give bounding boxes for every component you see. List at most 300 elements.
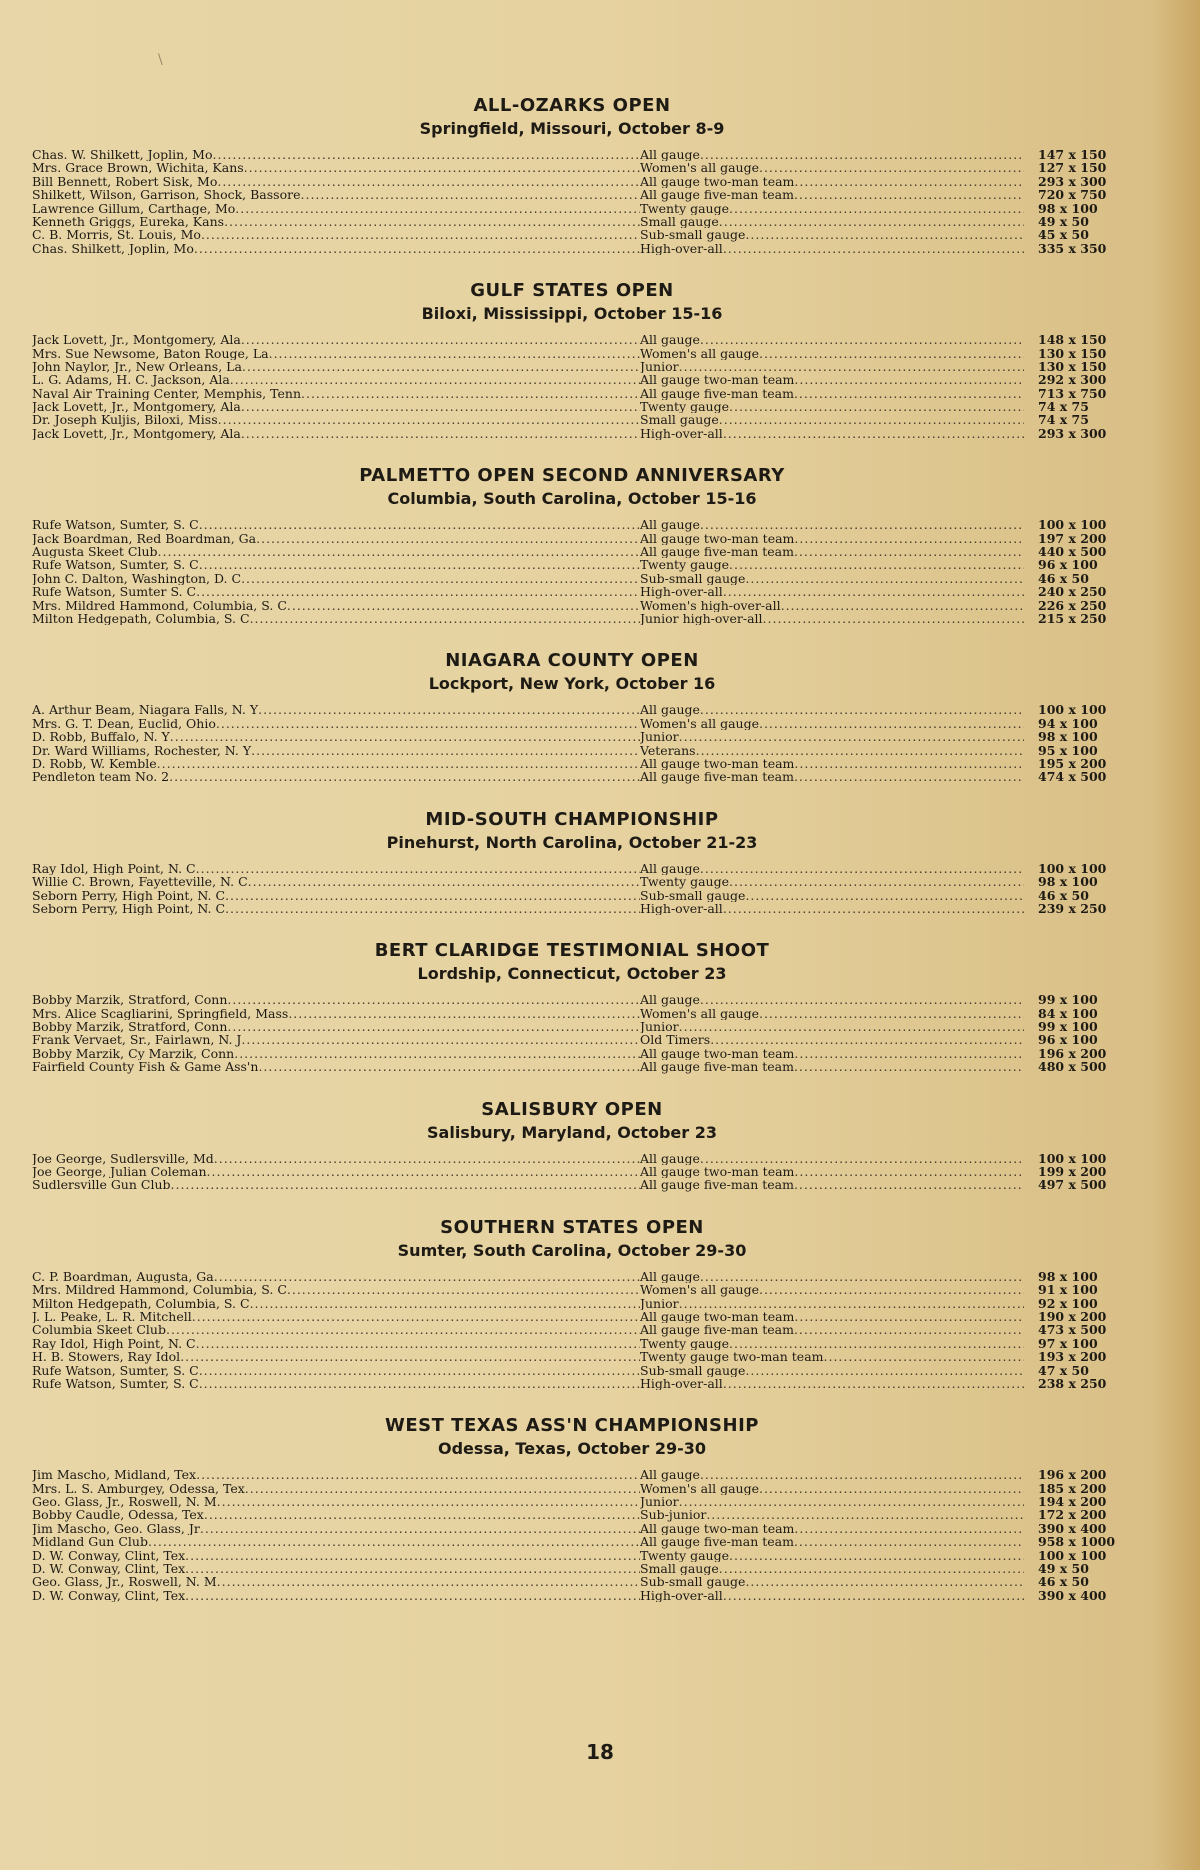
result-row [32, 1337, 1112, 1350]
event-cell [640, 347, 1024, 360]
score: 96 x 100 [1038, 557, 1098, 573]
dot-leader [723, 585, 1024, 598]
score: 196 x 200 [1038, 1045, 1107, 1061]
shooter-cell [32, 1508, 640, 1521]
shooter-name: L. G. Adams, H. C. Jackson, Ala [32, 373, 230, 387]
shooter-cell [32, 770, 640, 783]
score: 293 x 300 [1038, 425, 1107, 441]
result-row [32, 1060, 1112, 1073]
dot-leader [679, 1297, 1024, 1310]
page-number: 18 [586, 1740, 614, 1764]
dot-leader [227, 993, 640, 1006]
event-name: All gauge five-man team [640, 545, 794, 559]
dot-leader [288, 1007, 640, 1020]
dot-leader [729, 400, 1024, 413]
event-cell [640, 902, 1024, 915]
result-row [32, 703, 1112, 716]
score: 196 x 200 [1038, 1467, 1107, 1483]
dot-leader [794, 757, 1024, 770]
dot-leader [729, 1337, 1024, 1350]
shooter-name: Ray Idol, High Point, N. C [32, 861, 196, 876]
event-name: Women's all gauge [640, 1006, 759, 1021]
shooter-name: Bobby Marzik, Cy Marzik, Conn [32, 1046, 235, 1061]
shooter-cell [32, 347, 640, 360]
score: 98 x 100 [1038, 729, 1098, 745]
event-cell [640, 400, 1024, 413]
event-name: All gauge [640, 148, 700, 162]
shooter-name: Frank Vervaet, Sr., Fairlawn, N. J [32, 1033, 242, 1047]
dot-leader [199, 518, 640, 531]
shooter-cell [32, 875, 640, 888]
dot-leader [719, 1562, 1024, 1575]
dot-leader [185, 1589, 640, 1602]
dot-leader [700, 1270, 1024, 1283]
shooter-cell [32, 1165, 640, 1178]
dot-leader [194, 242, 640, 255]
event-name: Twenty gauge two-man team [640, 1350, 824, 1364]
score: 96 x 100 [1038, 1032, 1098, 1048]
shooter-cell [32, 902, 640, 915]
shooter-name: Joe George, Julian Coleman [32, 1165, 207, 1179]
score: 47 x 50 [1038, 1362, 1089, 1378]
dot-leader [251, 744, 640, 757]
dot-leader [794, 1060, 1024, 1073]
dot-leader [185, 1549, 640, 1562]
shooter-cell [32, 1482, 640, 1495]
event-name: Twenty gauge [640, 400, 730, 414]
result-row [32, 585, 1112, 598]
result-row [32, 1047, 1112, 1060]
shooter-cell [32, 717, 640, 730]
event-name: Twenty gauge [640, 1548, 730, 1563]
event-cell [640, 215, 1024, 228]
shooter-cell [32, 993, 640, 1006]
result-row [32, 1575, 1112, 1588]
result-row [32, 1562, 1112, 1575]
event-name: Sub-small gauge [640, 888, 746, 902]
dot-leader [696, 744, 1024, 757]
event-cell [640, 387, 1024, 400]
score: 94 x 100 [1038, 715, 1098, 731]
result-row [32, 175, 1112, 188]
dot-leader [171, 1178, 640, 1191]
score: 130 x 150 [1038, 345, 1107, 361]
shooter-cell [32, 1495, 640, 1508]
event-name: All gauge five-man team [640, 386, 794, 401]
event-cell [640, 558, 1024, 571]
event-name: Women's all gauge [640, 716, 759, 731]
event-cell [640, 1337, 1024, 1350]
shooter-cell [32, 1549, 640, 1562]
score: 127 x 150 [1038, 160, 1107, 176]
result-row [32, 572, 1112, 585]
dot-leader [199, 558, 640, 571]
shooter-name: Rufe Watson, Sumter, S. C [32, 518, 199, 532]
event-section [32, 1098, 1112, 1192]
shooter-cell [32, 1047, 640, 1060]
section-title: GULF STATES OPEN [470, 280, 674, 302]
dot-leader [196, 1337, 640, 1350]
dot-leader [217, 175, 640, 188]
shooter-cell [32, 518, 640, 531]
event-cell [640, 757, 1024, 770]
dot-leader [170, 730, 640, 743]
dot-leader [207, 1165, 640, 1178]
score: 239 x 250 [1038, 900, 1107, 916]
dot-leader [225, 889, 640, 902]
shooter-name: Bill Bennett, Robert Sisk, Mo [32, 174, 218, 189]
event-cell [640, 1549, 1024, 1562]
event-cell [640, 703, 1024, 716]
dot-leader [700, 148, 1024, 161]
result-row [32, 360, 1112, 373]
section-title: PALMETTO OPEN SECOND ANNIVERSARY [359, 465, 785, 487]
shooter-name: Geo. Glass, Jr., Roswell, N. M [32, 1495, 217, 1509]
event-cell [640, 1060, 1024, 1073]
score: 91 x 100 [1038, 1282, 1098, 1298]
score: 185 x 200 [1038, 1480, 1107, 1496]
score: 95 x 100 [1038, 742, 1098, 758]
event-cell [640, 730, 1024, 743]
result-row [32, 161, 1112, 174]
event-cell [640, 1297, 1024, 1310]
event-cell [640, 1377, 1024, 1390]
shooter-cell [32, 757, 640, 770]
dot-leader [794, 545, 1024, 558]
event-cell [640, 1562, 1024, 1575]
score: 130 x 150 [1038, 358, 1107, 374]
shooter-name: Mrs. L. S. Amburgey, Odessa, Tex [32, 1481, 245, 1496]
result-row [32, 1270, 1112, 1283]
shooter-name: C. B. Morris, St. Louis, Mo [32, 228, 201, 242]
shooter-cell [32, 612, 640, 625]
shooter-cell [32, 572, 640, 585]
dot-leader [745, 1364, 1024, 1377]
shooter-name: Pendleton team No. 2 [32, 770, 170, 784]
result-row [32, 387, 1112, 400]
event-cell [640, 612, 1024, 625]
score: 92 x 100 [1038, 1295, 1098, 1311]
event-cell [640, 862, 1024, 875]
event-cell [640, 1364, 1024, 1377]
dot-leader [679, 1495, 1024, 1508]
result-row [32, 202, 1112, 215]
event-name: All gauge [640, 861, 700, 876]
shooter-cell [32, 215, 640, 228]
shooter-name: Jim Mascho, Midland, Tex [32, 1468, 197, 1482]
event-name: Women's all gauge [640, 1283, 759, 1297]
dot-leader [204, 1508, 640, 1521]
result-row [32, 373, 1112, 386]
event-name: Twenty gauge [640, 201, 730, 215]
shooter-cell [32, 228, 640, 241]
shooter-name: John C. Dalton, Washington, D. C [32, 571, 242, 586]
dot-leader [199, 1364, 640, 1377]
result-row [32, 1283, 1112, 1296]
dot-leader [794, 175, 1024, 188]
event-name: All gauge five-man team [640, 188, 794, 202]
section-location-date: Columbia, South Carolina, October 15-16 [387, 489, 757, 509]
event-cell [640, 1270, 1024, 1283]
dot-leader [794, 1047, 1024, 1060]
event-name: High-over-all [640, 426, 723, 441]
shooter-cell [32, 188, 640, 201]
event-name: Women's all gauge [640, 346, 759, 360]
event-cell [640, 585, 1024, 598]
shooter-cell [32, 400, 640, 413]
event-name: High-over-all [640, 1588, 723, 1603]
score: 172 x 200 [1038, 1507, 1107, 1523]
event-name: Junior [640, 730, 679, 744]
event-cell [640, 1535, 1024, 1548]
result-row [32, 1534, 1116, 1550]
dot-leader [241, 400, 640, 413]
shooter-name: Rufe Watson, Sumter S. C [32, 585, 197, 599]
event-cell [640, 1495, 1024, 1508]
section-title: BERT CLARIDGE TESTIMONIAL SHOOT [374, 940, 770, 962]
dot-leader [250, 1297, 640, 1310]
event-name: All gauge five-man team [640, 1178, 794, 1192]
shooter-cell [32, 175, 640, 188]
score: 238 x 250 [1038, 1375, 1107, 1391]
shooter-cell [32, 545, 640, 558]
event-name: Sub-small gauge [640, 228, 746, 242]
event-name: All gauge five-man team [640, 1323, 794, 1337]
event-cell [640, 1047, 1024, 1060]
score: 98 x 100 [1038, 200, 1098, 216]
result-row [32, 518, 1112, 531]
score: 195 x 200 [1038, 755, 1107, 771]
shooter-name: Augusta Skeet Club [32, 545, 158, 559]
dot-leader [241, 427, 640, 440]
shooter-name: C. P. Boardman, Augusta, Ga [32, 1269, 214, 1284]
dot-leader [287, 599, 640, 612]
dot-leader [700, 993, 1024, 1006]
shooter-cell [32, 333, 640, 346]
score: 215 x 250 [1038, 610, 1107, 626]
shooter-name: Columbia Skeet Club [32, 1323, 166, 1337]
event-name: All gauge [640, 703, 700, 717]
shooter-cell [32, 1297, 640, 1310]
score: 99 x 100 [1038, 992, 1098, 1008]
dot-leader [241, 333, 640, 346]
score: 480 x 500 [1038, 1059, 1107, 1075]
result-row [32, 1589, 1112, 1602]
dot-leader [759, 1283, 1024, 1296]
event-cell [640, 175, 1024, 188]
dot-leader [227, 1020, 640, 1033]
score: 74 x 75 [1038, 399, 1089, 415]
event-cell [640, 545, 1024, 558]
dot-leader [225, 902, 640, 915]
shooter-name: Mrs. Sue Newsome, Baton Rouge, La [32, 346, 269, 360]
shooter-cell [32, 1589, 640, 1602]
dot-leader [234, 1047, 640, 1060]
dot-leader [196, 585, 640, 598]
dot-leader [794, 1323, 1024, 1336]
score: 473 x 500 [1038, 1322, 1107, 1338]
dot-leader [185, 1562, 640, 1575]
dot-leader [241, 1033, 640, 1046]
result-row [32, 730, 1112, 743]
shooter-cell [32, 360, 640, 373]
shooter-cell [32, 889, 640, 902]
event-cell [640, 1468, 1024, 1481]
result-row [32, 770, 1112, 783]
dot-leader [679, 360, 1024, 373]
dot-leader [745, 572, 1024, 585]
shooter-cell [32, 1468, 640, 1481]
event-cell [640, 427, 1024, 440]
event-cell [640, 572, 1024, 585]
dot-leader [166, 1323, 640, 1336]
event-cell [640, 1310, 1024, 1323]
shooter-name: Naval Air Training Center, Memphis, Tenn [32, 386, 301, 401]
shooter-name: Rufe Watson, Sumter, S. C [32, 1363, 199, 1377]
event-cell [640, 1020, 1024, 1033]
shooter-cell [32, 1310, 640, 1323]
section-location-date: Sumter, South Carolina, October 29-30 [397, 1240, 747, 1260]
event-name: Sub-small gauge [640, 1363, 746, 1377]
event-name: Junior [640, 1020, 679, 1034]
dot-leader [824, 1350, 1024, 1363]
dot-leader [242, 360, 640, 373]
score: 293 x 300 [1038, 173, 1107, 189]
shooter-name: Shilkett, Wilson, Garrison, Shock, Bassore [32, 188, 301, 202]
event-name: Junior [640, 1296, 679, 1310]
section-location-date: Odessa, Texas, October 29-30 [438, 1439, 706, 1459]
dot-leader [759, 347, 1024, 360]
result-row [32, 993, 1112, 1006]
shooter-name: Sudlersville Gun Club [32, 1178, 171, 1192]
score: 226 x 250 [1038, 597, 1107, 613]
event-cell [640, 360, 1024, 373]
section-location-date: Lordship, Connecticut, October 23 [417, 964, 727, 984]
shooter-name: Willie C. Brown, Fayetteville, N. C [32, 875, 248, 889]
shooter-cell [32, 1283, 640, 1296]
shooter-cell [32, 1178, 640, 1191]
dot-leader [794, 1165, 1024, 1178]
shooter-name: Jack Lovett, Jr., Montgomery, Ala [32, 400, 241, 414]
dot-leader [794, 1178, 1024, 1191]
section-title: ALL-OZARKS OPEN [473, 95, 671, 116]
result-row [32, 148, 1112, 161]
event-name: Twenty gauge [640, 1336, 730, 1351]
dot-leader [700, 862, 1024, 875]
event-cell [640, 1033, 1024, 1046]
score: 474 x 500 [1038, 769, 1107, 785]
results-list [32, 94, 1116, 1626]
shooter-name: H. B. Stowers, Ray Idol [32, 1350, 181, 1364]
shooter-name: Ray Idol, High Point, N. C [32, 1336, 196, 1351]
score: 197 x 200 [1038, 530, 1107, 546]
event-name: All gauge two-man team [640, 756, 795, 771]
dot-leader [248, 875, 640, 888]
shooter-name: Seborn Perry, High Point, N. C [32, 888, 226, 902]
dot-leader [794, 188, 1024, 201]
dot-leader [241, 572, 640, 585]
event-name: All gauge two-man team [640, 1521, 795, 1536]
result-row [32, 1310, 1112, 1323]
section-title: NIAGARA COUNTY OPEN [445, 650, 699, 672]
dot-leader [723, 1589, 1024, 1602]
dot-leader [794, 387, 1024, 400]
shooter-cell [32, 413, 640, 426]
event-cell [640, 875, 1024, 888]
section-location-date: Springfield, Missouri, October 8-9 [419, 119, 725, 138]
event-cell [640, 717, 1024, 730]
shooter-cell [32, 1337, 640, 1350]
dot-leader [258, 703, 640, 716]
event-name: High-over-all [640, 585, 723, 599]
dot-leader [700, 333, 1024, 346]
shooter-cell [32, 202, 640, 215]
section-location-date: Salisbury, Maryland, October 23 [427, 1122, 717, 1142]
dot-leader [235, 202, 640, 215]
dot-leader [169, 770, 640, 783]
dot-leader [201, 228, 640, 241]
result-row [32, 242, 1112, 255]
dot-leader [196, 862, 640, 875]
dot-leader [794, 1522, 1024, 1535]
dot-leader [287, 1283, 640, 1296]
shooter-cell [32, 1007, 640, 1020]
event-name: Sub-small gauge [640, 571, 746, 586]
result-row [32, 215, 1112, 228]
section-title: SALISBURY OPEN [481, 1098, 663, 1120]
shooter-cell [32, 1377, 640, 1390]
section-location-date: Lockport, New York, October 16 [428, 674, 716, 694]
dot-leader [214, 1152, 640, 1165]
shooter-name: D. Robb, Buffalo, N. Y [32, 730, 170, 744]
event-name: All gauge [640, 1151, 700, 1166]
event-cell [640, 1589, 1024, 1602]
dot-leader [200, 1522, 640, 1535]
score: 46 x 50 [1038, 570, 1089, 586]
dot-leader [258, 1060, 640, 1073]
dot-leader [745, 1575, 1024, 1588]
shooter-name: D. W. Conway, Clint, Tex [32, 1588, 186, 1603]
result-row [32, 347, 1112, 360]
dot-leader [723, 1377, 1024, 1390]
event-cell [640, 1165, 1024, 1178]
score: 100 x 100 [1038, 1150, 1107, 1166]
event-cell [640, 242, 1024, 255]
event-cell [640, 228, 1024, 241]
event-cell [640, 1283, 1024, 1296]
shooter-cell [32, 1152, 640, 1165]
result-row [32, 1350, 1112, 1363]
event-cell [640, 1323, 1024, 1336]
shooter-name: A. Arthur Beam, Niagara Falls, N. Y [32, 703, 259, 717]
event-section [32, 279, 1112, 440]
result-row [32, 1364, 1112, 1377]
dot-leader [710, 1033, 1024, 1046]
dot-leader [301, 188, 641, 201]
margin-mark: \ [158, 52, 163, 68]
score: 390 x 400 [1038, 1587, 1107, 1603]
event-cell [640, 1350, 1024, 1363]
event-cell [640, 770, 1024, 783]
result-row [32, 717, 1112, 730]
shooter-cell [32, 744, 640, 757]
dot-leader [794, 1310, 1024, 1323]
shooter-name: Mrs. Mildred Hammond, Columbia, S. C [32, 1283, 287, 1297]
event-name: All gauge five-man team [640, 1535, 794, 1549]
event-section [32, 1216, 1112, 1391]
shooter-cell [32, 1020, 640, 1033]
shooter-cell [32, 599, 640, 612]
